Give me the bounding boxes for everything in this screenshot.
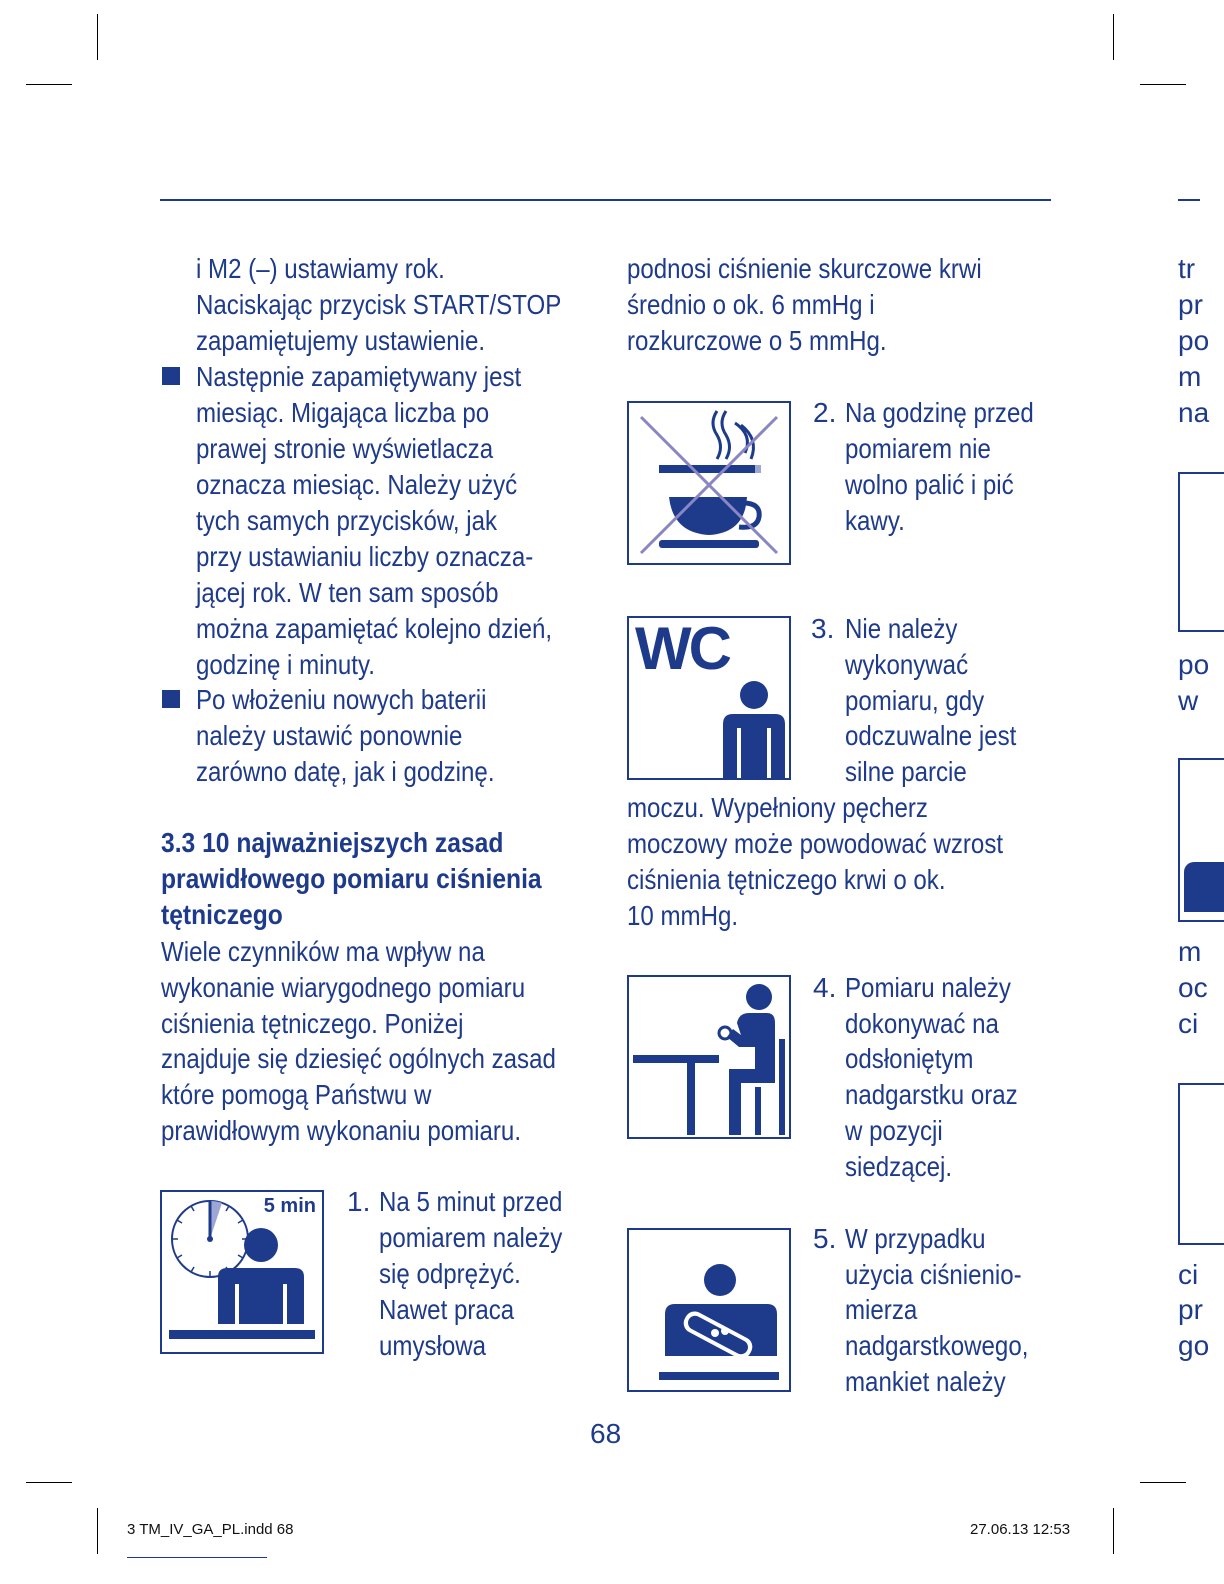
rule1-line: pomiarem należy — [379, 1222, 563, 1253]
next-page-fragment: po — [1178, 325, 1210, 356]
header-rule-next-page — [1178, 199, 1200, 201]
next-page-fragment: m — [1178, 936, 1202, 967]
rule5-line: nadgarstkowego, — [845, 1330, 1029, 1361]
next-page-fragment: pr — [1178, 289, 1203, 320]
no-smoking-coffee-pictogram — [627, 401, 791, 565]
intro-line: zapamiętujemy ustawienie. — [196, 325, 486, 356]
slug-date: 27.06.13 12:53 — [970, 1521, 1071, 1538]
bullet1-line: Następnie zapamiętywany jest — [196, 361, 522, 392]
intro-line: i M2 (–) ustawiamy rok. — [196, 253, 445, 284]
crop-mark — [1140, 84, 1186, 85]
page-number: 68 — [590, 1418, 622, 1449]
bullet1-line: miesiąc. Migająca liczba po — [196, 397, 490, 428]
bullet2-line: Po włożeniu nowych baterii — [196, 684, 487, 715]
next-page-fragment: pr — [1178, 1294, 1203, 1325]
next-page-pictogram — [1178, 758, 1224, 922]
para-line: które pomogą Państwu w — [161, 1079, 432, 1110]
seated-pictogram — [627, 975, 791, 1139]
person-sitting-table-icon — [629, 977, 789, 1137]
bullet-square — [162, 690, 180, 708]
para-line: ciśnienia tętniczego. Poniżej — [161, 1008, 464, 1039]
para-line: prawidłowym wykonaniu pomiaru. — [161, 1115, 522, 1146]
timer-label: 5 min — [263, 1195, 316, 1217]
rule4-line: siedzącej. — [845, 1151, 953, 1182]
rule2-line: pomiarem nie — [845, 433, 991, 464]
next-page-pictogram — [1178, 1083, 1224, 1245]
rule1-line: Nawet praca — [379, 1294, 515, 1325]
para-line: wykonanie wiarygodnego pomiaru — [161, 972, 526, 1003]
wrist-monitor-icon — [629, 1230, 789, 1390]
relax-pictogram — [160, 1190, 324, 1354]
col2-line: podnosi ciśnienie skurczowe krwi — [627, 253, 982, 284]
bullet1-line: prawej stronie wyświetlacza — [196, 433, 494, 464]
next-page-fragment: oc — [1178, 972, 1208, 1003]
rule-number: 3. — [811, 613, 835, 644]
bullet2-line: należy ustawić ponownie — [196, 720, 463, 751]
rule4-line: Pomiaru należy — [845, 972, 1011, 1003]
para-line: znajduje się dziesięć ogólnych zasad — [161, 1043, 556, 1074]
bullet1-line: godzinę i minuty. — [196, 649, 375, 680]
next-page-fragment: po — [1178, 649, 1210, 680]
next-page-fragment: ci — [1178, 1259, 1199, 1290]
slug-file: 3 TM_IV_GA_PL.indd 68 — [127, 1521, 294, 1538]
bullet1-line: można zapamiętać kolejno dzień, — [196, 613, 553, 644]
next-page-pictogram — [1178, 472, 1224, 632]
wc-label: WC — [635, 616, 729, 682]
rule3-cont-line: moczu. Wypełniony pęcherz — [627, 792, 928, 823]
rule3-cont-line: 10 mmHg. — [627, 900, 739, 931]
next-page-fragment: m — [1178, 361, 1202, 392]
crop-mark — [97, 14, 98, 60]
rule4-line: nadgarstku oraz — [845, 1079, 1018, 1110]
slug-underline — [127, 1557, 267, 1558]
bullet1-line: tych samych przycisków, jak — [196, 505, 498, 536]
rule5-line: mankiet należy — [845, 1366, 1006, 1397]
rule1-line: Na 5 minut przed — [379, 1186, 563, 1217]
crop-mark — [1113, 14, 1114, 60]
bullet2-line: zarówno datę, jak i godzinę. — [196, 756, 495, 787]
col2-line: rozkurczowe o 5 mmHg. — [627, 325, 887, 356]
rule4-line: odsłoniętym — [845, 1043, 974, 1074]
wrist-monitor-pictogram — [627, 1228, 791, 1392]
para-line: Wiele czynników ma wpływ na — [161, 936, 485, 967]
bullet1-line: oznacza miesiąc. Należy użyć — [196, 469, 518, 500]
rule-number: 2. — [813, 397, 837, 428]
next-page-fragment: w — [1178, 685, 1199, 716]
rule3-line: pomiaru, gdy — [845, 685, 985, 716]
section-heading: tętniczego — [161, 899, 283, 930]
rule1-line: umysłowa — [379, 1330, 487, 1361]
rule2-line: Na godzinę przed — [845, 397, 1034, 428]
person-standing-icon — [629, 618, 789, 778]
intro-line: Naciskając przycisk START/STOP — [196, 289, 562, 320]
crop-mark — [26, 1482, 72, 1483]
rule3-line: odczuwalne jest — [845, 720, 1017, 751]
rule2-line: wolno palić i pić — [845, 469, 1014, 500]
no-coffee-cigarette-icon — [629, 403, 789, 563]
bullet-square — [162, 367, 180, 385]
next-page-fragment: ci — [1178, 1008, 1199, 1039]
rule3-cont-line: moczowy może powodować wzrost — [627, 828, 1004, 859]
crop-mark — [1140, 1482, 1186, 1483]
section-heading: 3.3 10 najważniejszych zasad — [161, 827, 504, 858]
section-heading: prawidłowego pomiaru ciśnienia — [161, 863, 542, 894]
wc-pictogram — [627, 616, 791, 780]
rule2-line: kawy. — [845, 505, 905, 536]
next-page-fragment: na — [1178, 397, 1210, 428]
rule-number: 5. — [813, 1223, 837, 1254]
next-page-fragment: tr — [1178, 253, 1196, 284]
rule5-line: W przypadku — [845, 1223, 986, 1254]
rule3-line: wykonywać — [845, 649, 969, 680]
crop-mark — [97, 1508, 98, 1554]
rule-number: 4. — [813, 972, 837, 1003]
next-page-fragment: go — [1178, 1330, 1210, 1361]
rule-number: 1. — [347, 1186, 371, 1217]
header-rule — [160, 199, 1051, 201]
rule4-line: dokonywać na — [845, 1008, 999, 1039]
bullet1-line: przy ustawianiu liczby oznacza- — [196, 541, 534, 572]
rule4-line: w pozycji — [845, 1115, 943, 1146]
rule1-line: się odprężyć. — [379, 1258, 521, 1289]
crop-mark — [26, 84, 72, 85]
rule3-cont-line: ciśnienia tętniczego krwi o ok. — [627, 864, 946, 895]
col2-line: średnio o ok. 6 mmHg i — [627, 289, 875, 320]
rule5-line: mierza — [845, 1294, 918, 1325]
rule3-line: silne parcie — [845, 756, 967, 787]
rule3-line: Nie należy — [845, 613, 958, 644]
bullet1-line: jącej rok. W ten sam sposób — [196, 577, 499, 608]
rule5-line: użycia ciśnienio- — [845, 1259, 1022, 1290]
crop-mark — [1113, 1508, 1114, 1554]
